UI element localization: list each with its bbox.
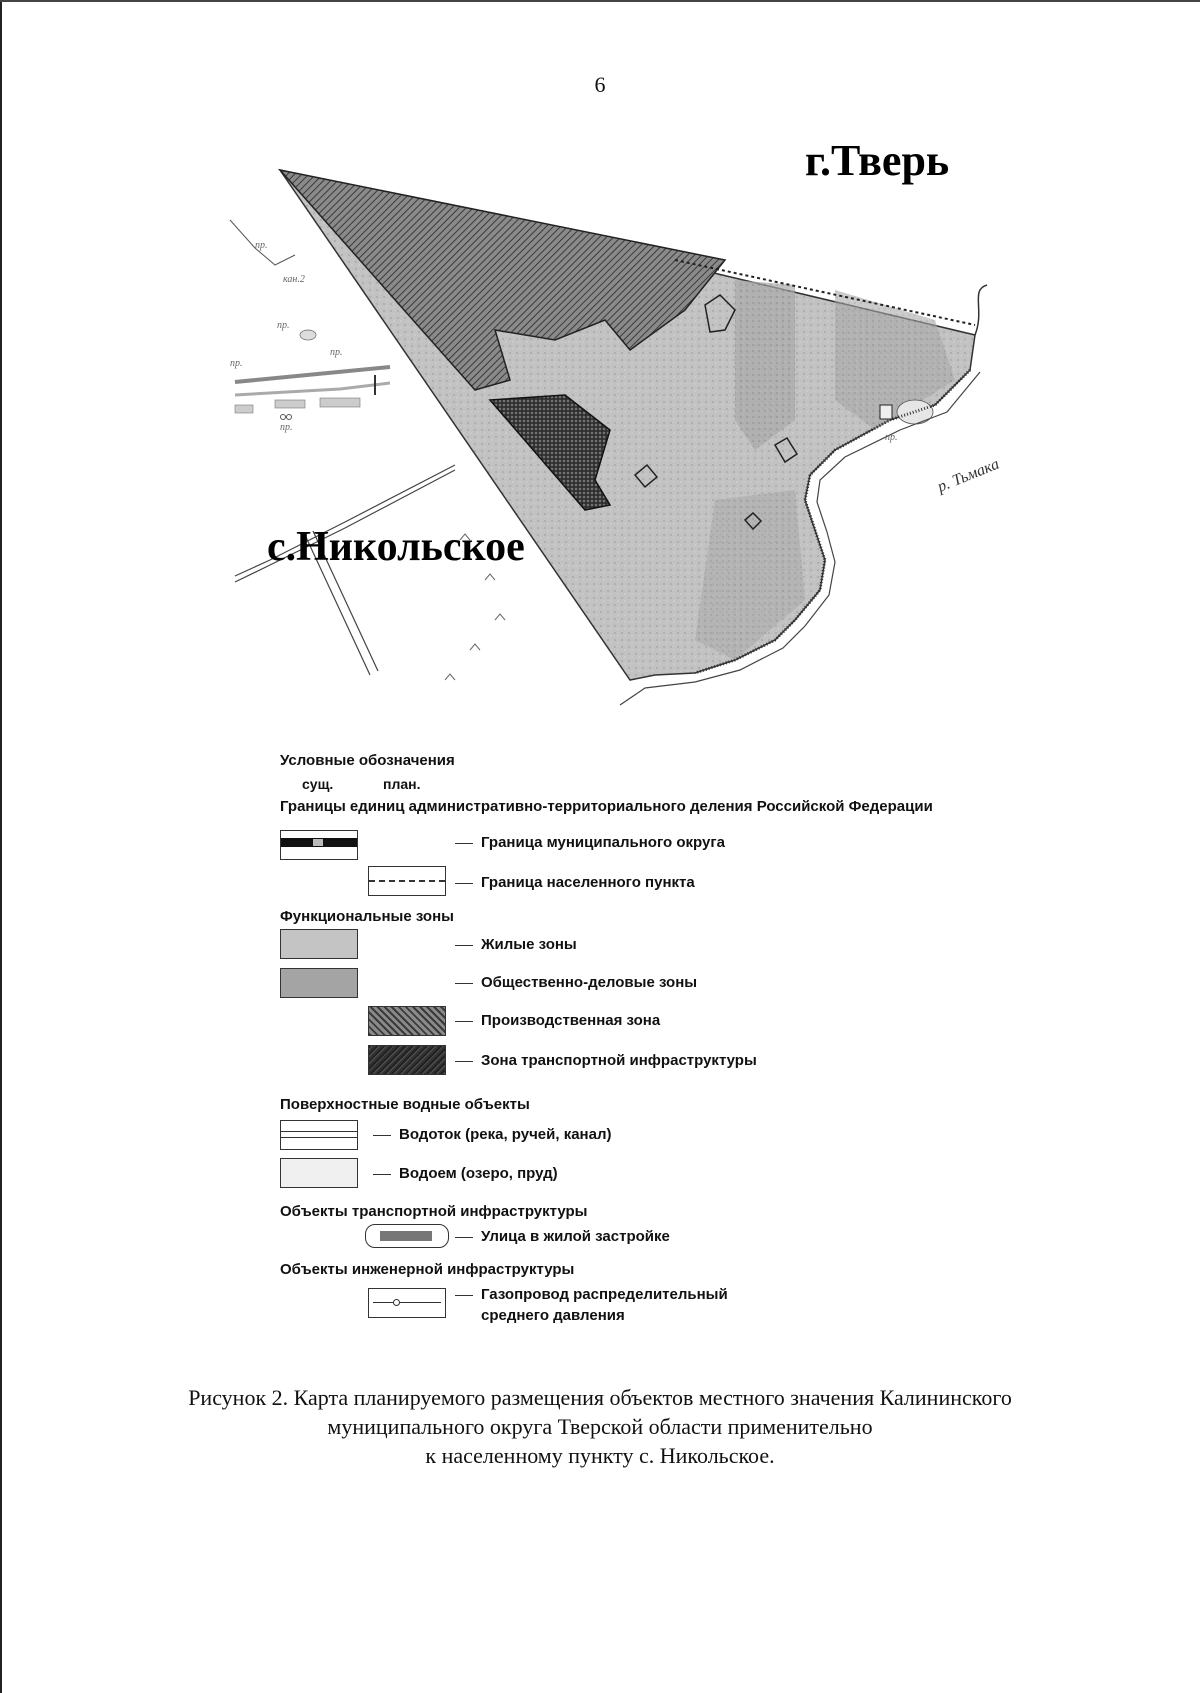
- river-tmaka: [975, 285, 987, 335]
- map-small-label: пр.: [885, 432, 898, 443]
- road-line: [235, 367, 390, 382]
- forest-symbol: [445, 674, 455, 680]
- swatch-settlement-border: [368, 866, 446, 896]
- legend-section-water: Поверхностные водные объекты: [280, 1096, 530, 1113]
- city-label: г.Тверь: [805, 136, 950, 185]
- legend-section-functional: Функциональные зоны: [280, 908, 454, 925]
- legend-item-transport-zone: Зона транспортной инфраструктуры: [455, 1052, 757, 1069]
- map-small-label: пр.: [230, 358, 243, 369]
- swatch-waterbody: [280, 1158, 358, 1188]
- page-number: 6: [594, 72, 606, 97]
- legend-item-waterbody: Водоем (озеро, пруд): [373, 1165, 558, 1182]
- swatch-industrial: [368, 1006, 446, 1036]
- legend-col-planned: план.: [383, 776, 421, 792]
- village-label: с.Никольское: [267, 524, 525, 570]
- page-border-top: [0, 0, 1200, 2]
- building-block: [235, 405, 253, 413]
- building-block: [320, 398, 360, 407]
- swatch-transport-zone: [368, 1045, 446, 1075]
- road-line: [235, 383, 390, 395]
- legend-item-settlement-border: Граница населенного пункта: [455, 874, 695, 891]
- figure-caption: [0, 1383, 1200, 1470]
- planning-map: [230, 120, 1075, 700]
- legend-item-municipal-border: Граница муниципального округа: [455, 834, 725, 851]
- swatch-public-business: [280, 968, 358, 998]
- swatch-watercourse: [280, 1120, 358, 1150]
- legend-item-residential: Жилые зоны: [455, 936, 577, 953]
- pond: [897, 400, 933, 424]
- map-symbol: [281, 415, 286, 420]
- swatch-municipal-border: [280, 830, 358, 860]
- legend-item-gas-line-2: среднего давления: [481, 1307, 625, 1324]
- legend-item-watercourse: Водоток (река, ручей, канал): [373, 1126, 611, 1143]
- building-block: [275, 400, 305, 408]
- forest-symbol: [485, 574, 495, 580]
- legend-title: Условные обозначения: [280, 752, 455, 769]
- pond: [300, 330, 316, 340]
- map-small-label: кан.2: [283, 274, 305, 285]
- swatch-street: [365, 1224, 449, 1248]
- legend-section-admin: Границы единиц административно-территориального деления Российской Федерации: [280, 798, 933, 815]
- caption-line-3: к населенному пункту с. Никольское.: [425, 1443, 775, 1468]
- building-outline: [880, 405, 892, 419]
- legend-item-gas-line: Газопровод распределительный: [455, 1286, 728, 1303]
- legend-item-industrial: Производственная зона: [455, 1012, 660, 1029]
- legend-section-engineering: Объекты инженерной инфраструктуры: [280, 1261, 575, 1278]
- forest-symbol: [470, 644, 480, 650]
- map-small-label: пр.: [280, 422, 293, 433]
- forest-symbol: [495, 614, 505, 620]
- legend-section-transport: Объекты транспортной инфраструктуры: [280, 1203, 588, 1220]
- legend-item-street: Улица в жилой застройке: [455, 1228, 670, 1245]
- caption-line-1: Рисунок 2. Карта планируемого размещения объектов местного значения Калининского: [188, 1385, 1012, 1410]
- public-business-patch: [735, 280, 795, 450]
- map-small-label: пр.: [255, 240, 268, 251]
- public-business-patch: [835, 290, 955, 430]
- legend-item-public-business: Общественно-деловые зоны: [455, 974, 697, 991]
- map-small-label: пр.: [277, 320, 290, 331]
- swatch-gas-line: [368, 1288, 446, 1318]
- legend-col-existing: сущ.: [302, 776, 334, 792]
- map-symbol: [287, 415, 292, 420]
- swatch-residential: [280, 929, 358, 959]
- map-svg: [230, 120, 1075, 700]
- river-label: р. Тьмака: [935, 455, 1002, 496]
- map-small-label: пр.: [330, 347, 343, 358]
- caption-line-2: муниципального округа Тверской области применительно: [327, 1414, 873, 1439]
